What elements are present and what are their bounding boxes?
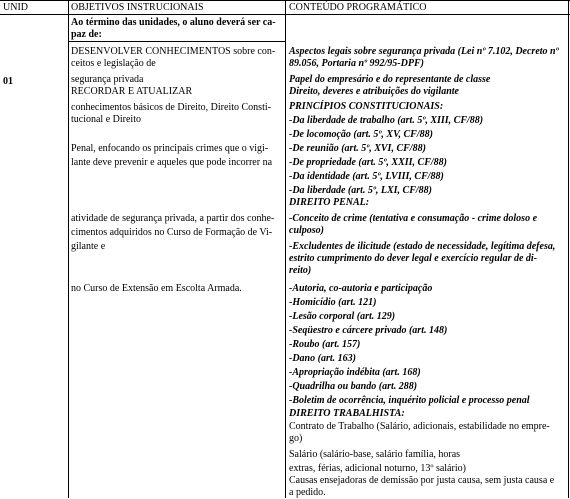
- header-conteudo: CONTEÚDO PROGRAMÁTICO: [289, 2, 427, 13]
- content-line: -Da liberdade de trabalho (art. 5º, XIII, CF/88): [289, 115, 484, 126]
- objective-line: Penal, enfocando os principais crimes que o vigi-: [71, 143, 269, 154]
- objective-line: segurança privada: [71, 74, 144, 85]
- objective-line: atividade de segurança privada, a partir dos conhe-: [71, 213, 275, 224]
- content-line: -De locomoção (art. 5º, XV, CF/88): [289, 129, 433, 140]
- content-line: DIREITO TRABALHISTA:: [289, 408, 405, 419]
- objective-line: conhecimentos básicos de Direito, Direito Consti-: [71, 102, 271, 113]
- content-line: extras, férias, adicional noturno, 13º salário): [289, 463, 466, 474]
- table-right-border: [568, 0, 569, 498]
- content-line: DIREITO PENAL:: [289, 197, 370, 208]
- content-line: estrito cumprimento do dever legal e exercício regular de di-: [289, 253, 538, 264]
- content-line: -Conceito de crime (tentativa e consumação - crime doloso e: [289, 213, 538, 224]
- content-line: reito): [289, 265, 312, 276]
- content-line: -Homicídio (art. 121): [289, 297, 377, 308]
- objective-line: lante deve prevenir e aqueles que pode incorrer na: [71, 157, 273, 168]
- content-line: -Autoria, co-autoria e participação: [289, 283, 433, 294]
- content-line: -Excludentes de ilicitude (estado de necessidade, legítima defesa,: [289, 241, 556, 252]
- content-line: -Da identidade (art. 5º, LVIII, CF/88): [289, 171, 444, 182]
- content-line: -Da liberdade (art. 5º, LXI, CF/88): [289, 185, 432, 196]
- content-line: Papel do empresário e do representante de classe: [289, 74, 491, 85]
- content-line: Direito, deveres e atribuições do vigilante: [289, 86, 459, 97]
- unit-number: 01: [3, 76, 13, 87]
- content-line: -Quadrilha ou bando (art. 288): [289, 381, 418, 392]
- objective-line: gilante e: [71, 241, 106, 252]
- content-line: -De reunião (art. 5º, XVI, CF/88): [289, 143, 426, 154]
- objective-line: tucional e Direito: [71, 114, 141, 125]
- content-line: culposo): [289, 225, 324, 236]
- objective-line: DESENVOLVER CONHECIMENTOS sobre con-: [71, 46, 276, 57]
- header-unid: UNID: [3, 2, 28, 13]
- content-line: 89.056, Portaria nº 992/95-DPF): [289, 58, 424, 69]
- content-line: -Boletim de ocorrência, inquérito policial e processo penal: [289, 395, 530, 406]
- content-line: Salário (salário-base, salário família, horas: [289, 449, 461, 460]
- intro-bottom-border: [68, 41, 285, 42]
- intro-line-2: paz de:: [71, 29, 102, 40]
- objective-line: cimentos adquiridos no Curso de Formação de Vi-: [71, 227, 273, 238]
- content-line: -Roubo (art. 157): [289, 339, 361, 350]
- col-divider-1: [68, 0, 69, 498]
- content-line: Causas ensejadoras de demissão por justa causa, sem justa causa e: [289, 475, 555, 486]
- content-line: -Seqüestro e cárcere privado (art. 148): [289, 325, 448, 336]
- objective-line: no Curso de Extensão em Escolta Armada.: [71, 283, 242, 294]
- content-line: -Lesão corporal (art. 129): [289, 311, 396, 322]
- objective-line: ceitos e legislação de: [71, 58, 156, 69]
- content-line: Aspectos legais sobre segurança privada (Lei nº 7.102, Decreto nº: [289, 46, 559, 57]
- content-line: -De propriedade (art. 5º, XXII, CF/88): [289, 157, 447, 168]
- header-objetivos: OBJETIVOS INSTRUCIONAIS: [71, 2, 204, 13]
- content-line: -Dano (art. 163): [289, 353, 356, 364]
- objective-line: RECORDAR E ATUALIZAR: [71, 86, 193, 97]
- intro-line-1: Ao término das unidades, o aluno deverá ser ca-: [71, 17, 276, 28]
- content-line: Contrato de Trabalho (Salário, adicionais, estabilidade no empre-: [289, 421, 550, 432]
- content-line: -Apropriação indébita (art. 168): [289, 367, 421, 378]
- content-line: PRINCÍPIOS CONSTITUCIONAIS:: [289, 101, 444, 112]
- content-line: go): [289, 433, 303, 444]
- content-line: a pedido.: [289, 487, 326, 498]
- col-divider-2: [285, 0, 286, 498]
